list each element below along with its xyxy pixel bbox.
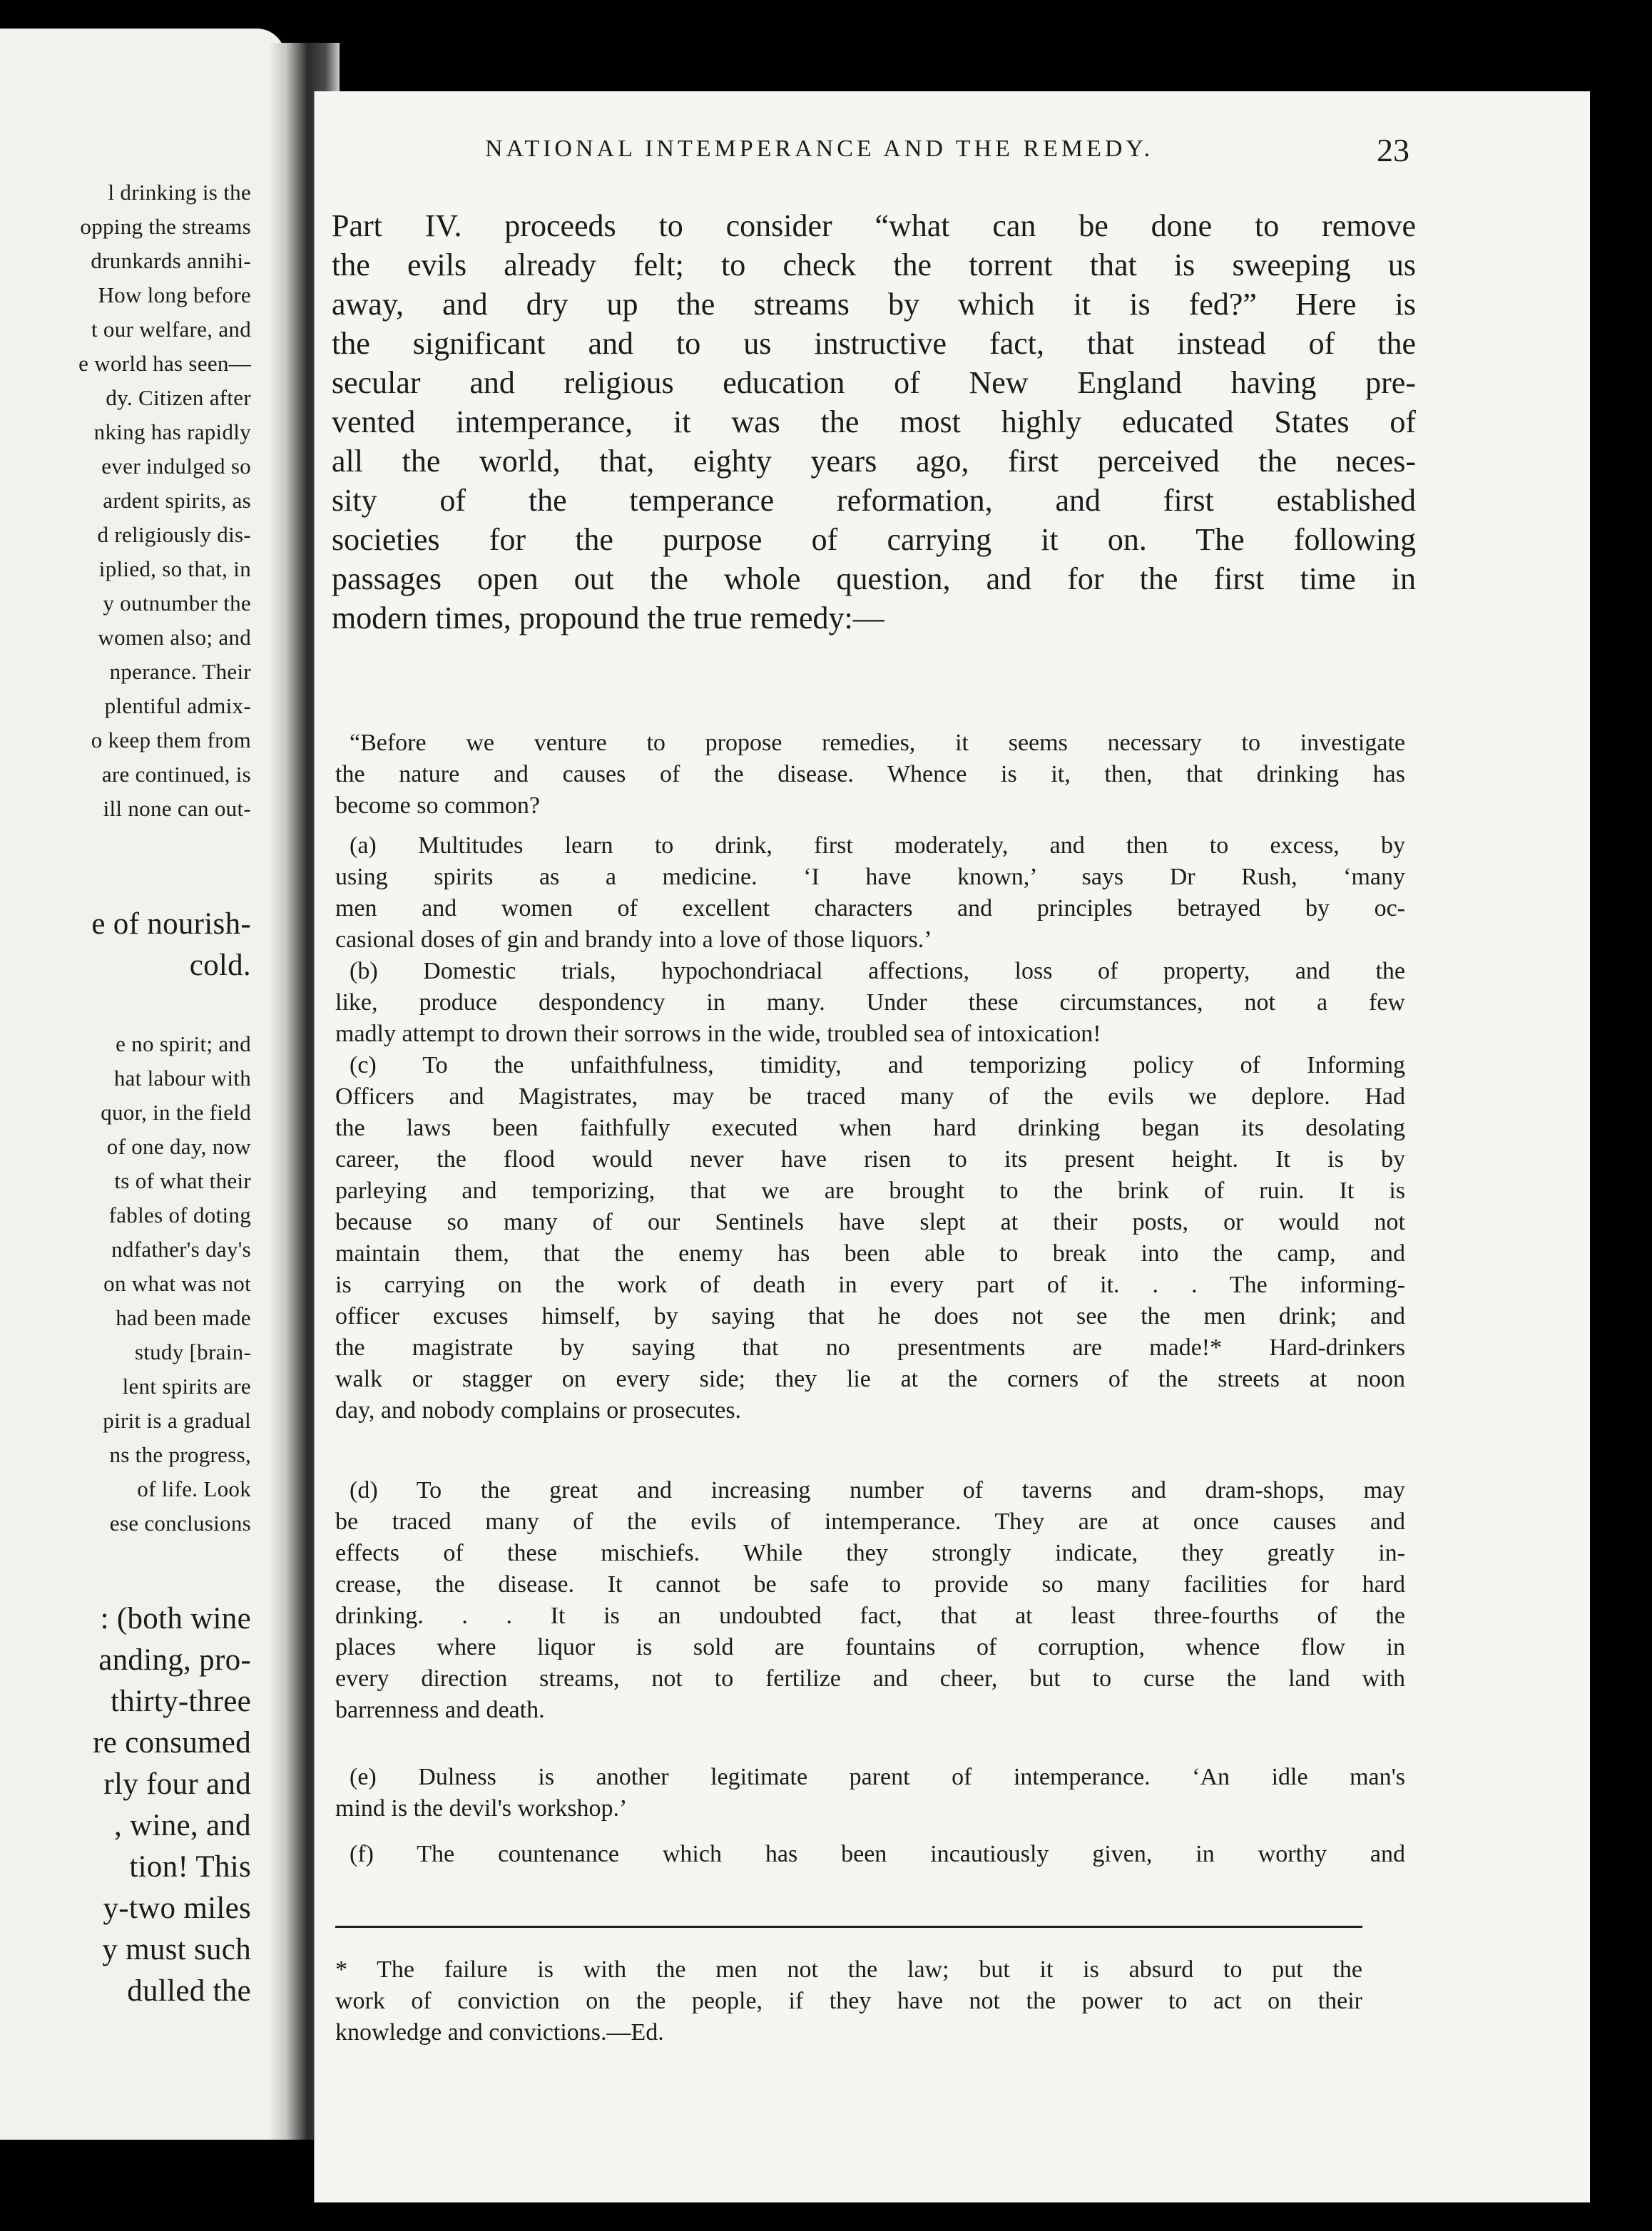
left-page-line: ns the progress, — [109, 1442, 251, 1467]
left-page-line: t our welfare, and — [91, 317, 251, 342]
left-page-line: , wine, and — [114, 1809, 251, 1842]
left-page-line: hat labour with — [113, 1066, 251, 1091]
left-page-line: d religiously dis- — [97, 522, 251, 547]
left-page-line: are continued, is — [101, 762, 251, 787]
quote-line: using spirits as a medicine. ‘I have known,’ says Dr Rush, ‘many — [335, 864, 1405, 890]
left-page-line: e no spirit; and — [116, 1031, 251, 1056]
quote-line: (e) Dulness is another legitimate parent of intemperance. ‘An idle man's — [350, 1764, 1405, 1790]
left-page-line: nking has rapidly — [93, 419, 251, 444]
quote-line: be traced many of the evils of intemperance. They are at once causes and — [335, 1508, 1405, 1535]
left-page-line: women also; and — [98, 625, 251, 650]
quote-line: effects of these mischiefs. While they strongly indicate, they greatly in- — [335, 1540, 1405, 1566]
footnote-line: * The failure is with the men not the law; but it is absurd to put the — [335, 1956, 1362, 1983]
left-page-line: study [brain- — [134, 1339, 251, 1364]
footnote-rule — [335, 1926, 1362, 1928]
left-page-line: re consumed — [93, 1726, 251, 1760]
left-page-line: thirty-three — [110, 1685, 251, 1718]
quote-line: is carrying on the work of death in every part of it. . . The informing- — [335, 1272, 1405, 1298]
left-page-line: pirit is a gradual — [103, 1408, 251, 1433]
left-page-line: rly four and — [103, 1767, 251, 1801]
quote-line: walk or stagger on every side; they lie at the corners of the streets at noon — [335, 1366, 1405, 1392]
left-page-line: nperance. Their — [109, 659, 251, 684]
quote-line: (f) The countenance which has been incautiously given, in worthy and — [350, 1841, 1405, 1867]
left-page-line: e of nourish- — [91, 907, 251, 941]
left-facing-page — [0, 29, 285, 2140]
quote-line: because so many of our Sentinels have slept at their posts, or would not — [335, 1209, 1405, 1235]
left-page-line: : (both wine — [100, 1602, 251, 1635]
left-page-line: ardent spirits, as — [103, 488, 251, 513]
left-page-line: quor, in the field — [101, 1100, 251, 1125]
body-line: the significant and to us instructive fact, that instead of the — [332, 326, 1416, 361]
quote-line: (c) To the unfaithfulness, timidity, and temporizing policy of Informing — [350, 1052, 1405, 1078]
quote-line: mind is the devil's workshop.’ — [335, 1795, 628, 1822]
page-number: 23 — [1377, 132, 1409, 168]
quote-line: barrenness and death. — [335, 1697, 545, 1723]
running-head: NATIONAL INTEMPERANCE AND THE REMEDY. — [485, 136, 1154, 162]
body-line: secular and religious education of New England having pre- — [332, 365, 1416, 400]
quote-line: parleying and temporizing, that we are brought to the brink of ruin. It is — [335, 1178, 1405, 1204]
quote-line: crease, the disease. It cannot be safe to provide so many facilities for hard — [335, 1571, 1405, 1598]
quote-line: (a) Multitudes learn to drink, first moderately, and then to excess, by — [350, 832, 1405, 859]
left-page-line: e world has seen— — [78, 351, 251, 376]
body-line: modern times, propound the true remedy:— — [332, 601, 884, 635]
left-page-line: of one day, now — [106, 1134, 251, 1159]
left-page-line: anding, pro- — [98, 1643, 251, 1677]
left-page-line: lent spirits are — [122, 1374, 251, 1399]
body-line: vented intemperance, it was the most highly educated States of — [332, 404, 1416, 439]
quote-line: become so common? — [335, 792, 541, 819]
left-page-line: l drinking is the — [108, 180, 251, 205]
body-line: the evils already felt; to check the torrent that is sweeping us — [332, 247, 1416, 282]
quote-line: “Before we venture to propose remedies, it seems necessary to investigate — [350, 730, 1405, 756]
left-page-line: opping the streams — [80, 214, 251, 239]
quote-line: Officers and Magistrates, may be traced many of the evils we deplore. Had — [335, 1083, 1405, 1110]
footnote-line: work of conviction on the people, if they have not the power to act on their — [335, 1988, 1362, 2014]
left-page-line: fables of doting — [108, 1203, 251, 1227]
left-page-line: had been made — [116, 1305, 251, 1330]
left-page-line: tion! This — [129, 1850, 251, 1884]
quote-line: casional doses of gin and brandy into a love of those liquors.’ — [335, 926, 932, 953]
quote-line: (d) To the great and increasing number of taverns and dram-shops, may — [350, 1477, 1405, 1504]
left-page-line: cold. — [189, 949, 251, 982]
quote-line: the laws been faithfully executed when hard drinking began its desolating — [335, 1115, 1405, 1141]
body-line: all the world, that, eighty years ago, first perceived the neces- — [332, 444, 1416, 479]
quote-line: like, produce despondency in many. Under these circumstances, not a few — [335, 989, 1405, 1016]
quote-line: career, the flood would never have risen to its present height. It is by — [335, 1146, 1405, 1173]
body-line: Part IV. proceeds to consider “what can be done to remove — [332, 208, 1416, 243]
left-page-line: ese conclusions — [109, 1511, 251, 1536]
quote-line: (b) Domestic trials, hypochondriacal affections, loss of property, and the — [350, 958, 1405, 984]
left-page-line: dulled the — [127, 1974, 251, 2008]
left-page-line: iplied, so that, in — [98, 556, 251, 581]
left-page-line: on what was not — [103, 1271, 251, 1296]
quote-line: day, and nobody complains or prosecutes. — [335, 1397, 742, 1424]
left-page-line: ever indulged so — [101, 454, 251, 479]
quote-line: officer excuses himself, by saying that he does not see the men drink; and — [335, 1303, 1405, 1329]
quote-line: madly attempt to drown their sorrows in the wide, troubled sea of intoxication! — [335, 1021, 1101, 1047]
left-page-line: y-two miles — [103, 1892, 251, 1925]
left-page-line: How long before — [98, 282, 251, 307]
left-page-line: y must such — [102, 1933, 251, 1966]
quote-line: places where liquor is sold are fountains of corruption, whence flow in — [335, 1634, 1405, 1660]
footnote-line: knowledge and convictions.—Ed. — [335, 2019, 664, 2046]
quote-line: the magistrate by saying that no presentments are made!* Hard-drinkers — [335, 1334, 1405, 1361]
quote-line: every direction streams, not to fertilize and cheer, but to curse the land with — [335, 1665, 1405, 1692]
body-line: sity of the temperance reformation, and first established — [332, 483, 1416, 518]
left-page-line: o keep them from — [91, 728, 251, 752]
left-page-line: drunkards annihi- — [91, 248, 251, 273]
left-page-line: ill none can out- — [103, 796, 251, 821]
left-page-line: of life. Look — [137, 1476, 251, 1501]
left-page-line: dy. Citizen after — [106, 385, 251, 410]
left-page-line: ts of what their — [114, 1168, 251, 1193]
body-line: societies for the purpose of carrying it on. The following — [332, 522, 1416, 557]
quote-line: the nature and causes of the disease. Whence is it, then, that drinking has — [335, 761, 1405, 787]
body-line: passages open out the whole question, and for the first time in — [332, 561, 1416, 596]
quote-line: maintain them, that the enemy has been able to break into the camp, and — [335, 1240, 1405, 1267]
body-line: away, and dry up the streams by which it is fed?” Here is — [332, 287, 1416, 322]
quote-line: drinking. . . It is an undoubted fact, that at least three-fourths of the — [335, 1603, 1405, 1629]
left-page-line: plentiful admix- — [104, 693, 251, 718]
quote-line: men and women of excellent characters and principles betrayed by oc- — [335, 895, 1405, 922]
left-page-line: ndfather's day's — [111, 1237, 251, 1262]
left-page-line: y outnumber the — [103, 591, 251, 616]
